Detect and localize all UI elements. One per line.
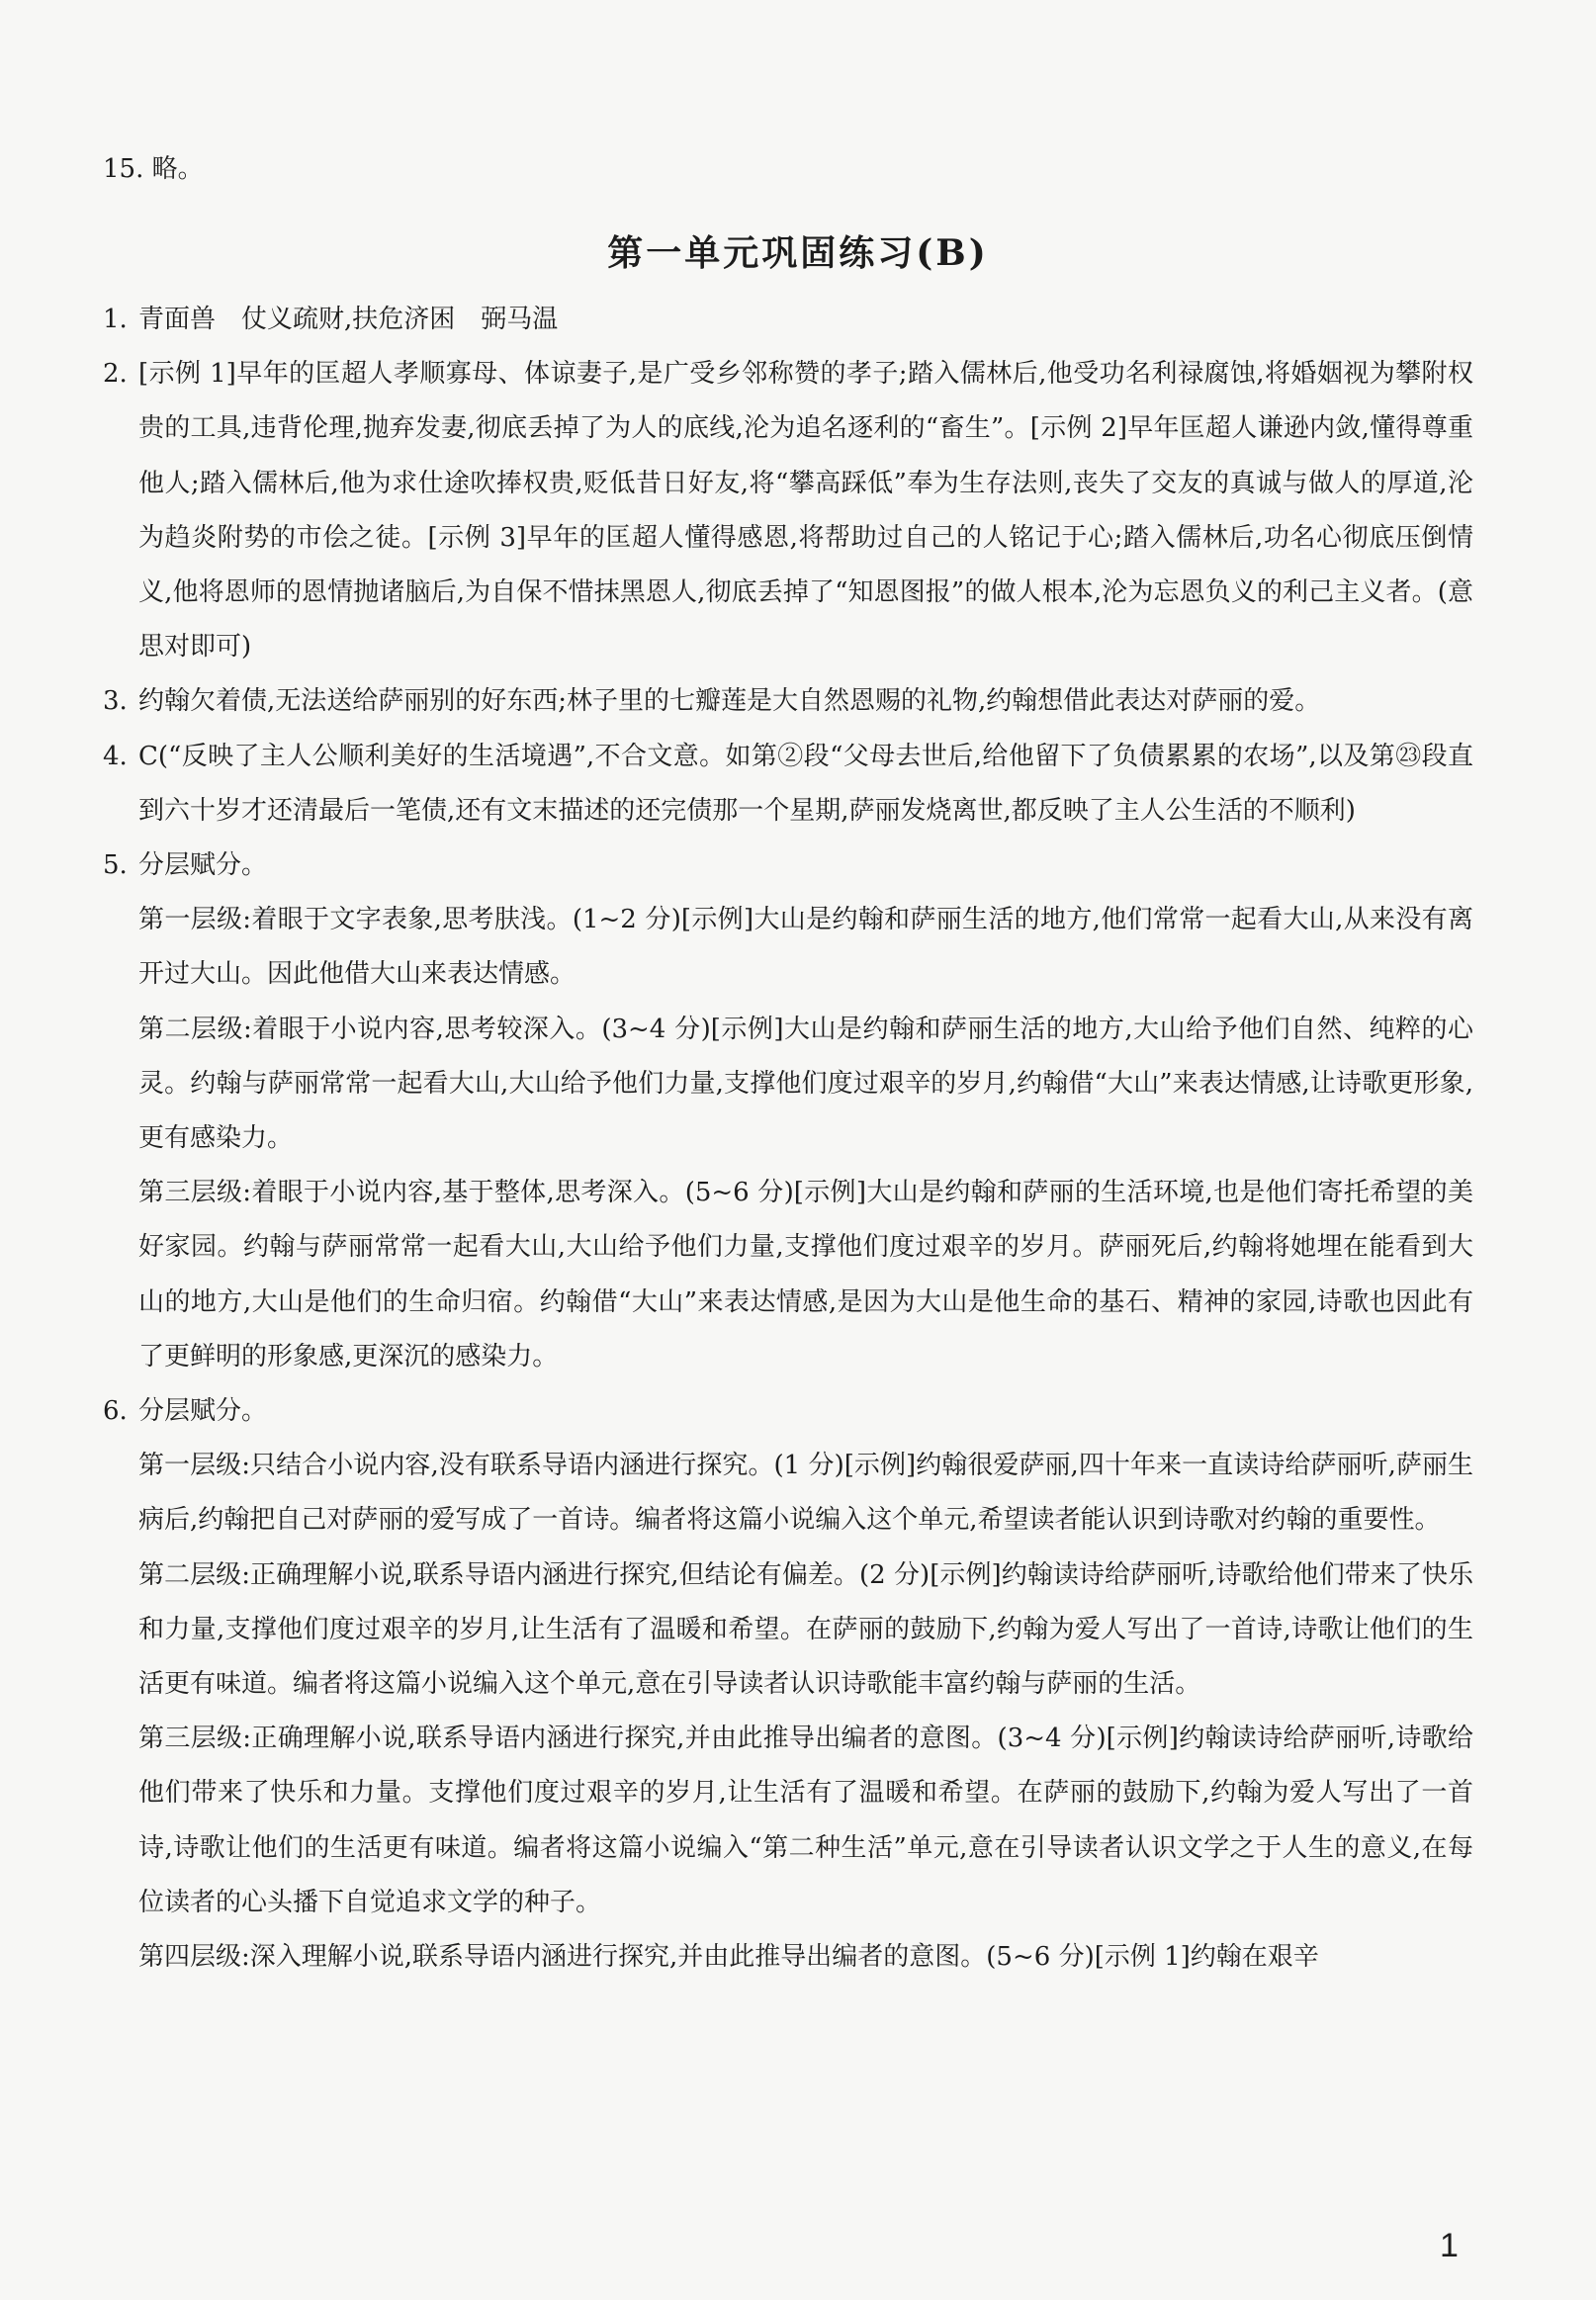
answer-6-level-4: 第四层级:深入理解小说,联系导语内涵进行探究,并由此推导出编者的意图。(5~6 分)[示例 1]约翰在艰辛 [138,1942,1319,1973]
answer-5-level-1: 第一层级:着眼于文字表象,思考肤浅。(1~2 分)[示例]大山是约翰和萨丽生活的地方,他们常常一起看大山,从来没有离开过大山。因此他借大山来表达情感。 [138,905,1473,990]
answer-text: 分层赋分。 [138,1396,268,1427]
answer-6-level-1: 第一层级:只结合小说内容,没有联系导语内涵进行探究。(1 分)[示例]约翰很爱萨丽,四十年来一直读诗给萨丽听,萨丽生病后,约翰把自己对萨丽的爱写成了一首诗。编者将这篇小说编入这个单元,希望读者能认识到诗歌对约翰的重要性。 [138,1451,1473,1536]
answer-text: 分层赋分。 [138,850,268,881]
answer-text: C(“反映了主人公顺利美好的生活境遇”,不合文意。如第②段“父母去世后,给他留下了负债累累的农场”,以及第㉓段直到六十岁才还清最后一笔债,还有文末描述的还完债那一个星期,萨丽发烧离世,都反映了主人公生活的不顺利) [138,741,1473,826]
answer-4 [103,730,1473,839]
answer-3 [103,674,1473,729]
answer-5-level-2: 第二层级:着眼于小说内容,思考较深入。(3~4 分)[示例]大山是约翰和萨丽生活的地方,大山给予他们自然、纯粹的心灵。约翰与萨丽常常一起看大山,大山给予他们力量,支撑他们度过艰辛的岁月,约翰借“大山”来表达情感,让诗歌更形象,更有感染力。 [138,1014,1473,1154]
answer-list [103,293,1473,1985]
answer-1 [103,293,1473,347]
answer-6-level-3: 第三层级:正确理解小说,联系导语内涵进行探究,并由此推导出编者的意图。(3~4 分)[示例]约翰读诗给萨丽听,诗歌给他们带来了快乐和力量。支撑他们度过艰辛的岁月,让生活有了温暖和希望。在萨丽的鼓励下,约翰为爱人写出了一首诗,诗歌让他们的生活更有味道。编者将这篇小说编入“第二种生活”单元,意在引导读者认识文学之于人生的意义,在每位读者的心头播下自觉追求文学的种子。 [138,1724,1473,1917]
answer-2 [103,347,1473,674]
answer-number: 1. [103,305,128,334]
answer-number: 4. [103,741,128,771]
answer-6 [103,1384,1473,1439]
answer-number: 2. [103,359,128,390]
answer-number: 3. [103,686,128,717]
answer-number: 5. [103,850,128,881]
answer-5 [103,839,1473,893]
answer-text: 约翰欠着债,无法送给萨丽别的好东西;林子里的七瓣莲是大自然恩赐的礼物,约翰想借此表达对萨丽的爱。 [138,686,1321,717]
answer-6-level-2: 第二层级:正确理解小说,联系导语内涵进行探究,但结论有偏差。(2 分)[示例]约翰读诗给萨丽听,诗歌给他们带来了快乐和力量,支撑他们度过艰辛的岁月,让生活有了温暖和希望。在萨丽的鼓励下,约翰为爱人写出了一首诗,诗歌让他们的生活更有味道。编者将这篇小说编入这个单元,意在引导读者认识诗歌能丰富约翰与萨丽的生活。 [138,1559,1473,1700]
page-number: 1 [1440,2227,1459,2264]
answer-15: 15. 略。 [103,154,204,184]
page-title: 第一单元巩固练习(B) [607,232,989,274]
answer-text: 青面兽 仗义疏财,扶危济困 弼马温 [138,305,559,334]
answer-number: 6. [103,1396,128,1427]
answer-5-level-3: 第三层级:着眼于小说内容,基于整体,思考深入。(5~6 分)[示例]大山是约翰和萨丽的生活环境,也是他们寄托希望的美好家园。约翰与萨丽常常一起看大山,大山给予他们力量,支撑他们度过艰辛的岁月。萨丽死后,约翰将她埋在能看到大山的地方,大山是他们的生命归宿。约翰借“大山”来表达情感,是因为大山是他生命的基石、精神的家园,诗歌也因此有了更鲜明的形象感,更深沉的感染力。 [138,1178,1473,1371]
answer-text: [示例 1]早年的匡超人孝顺寡母、体谅妻子,是广受乡邻称赞的孝子;踏入儒林后,他受功名利禄腐蚀,将婚姻视为攀附权贵的工具,违背伦理,抛弃发妻,彻底丢掉了为人的底线,沦为追名逐利的“畜生”。[示例 2]早年匡超人谦逊内敛,懂得尊重他人;踏入儒林后,他为求仕途吹捧权贵,贬低昔日好友,将“攀高踩低”奉为生存法则,丧失了交友的真诚与做人的厚道,沦为趋炎附势的市侩之徒。[示例 3]早年的匡超人懂得感恩,将帮助过自己的人铭记于心;踏入儒林后,功名心彻底压倒情义,他将恩师的恩情抛诸脑后,为自保不惜抹黑恩人,彻底丢掉了“知恩图报”的做人根本,沦为忘恩负义的利己主义者。(意思对即可) [138,359,1473,663]
